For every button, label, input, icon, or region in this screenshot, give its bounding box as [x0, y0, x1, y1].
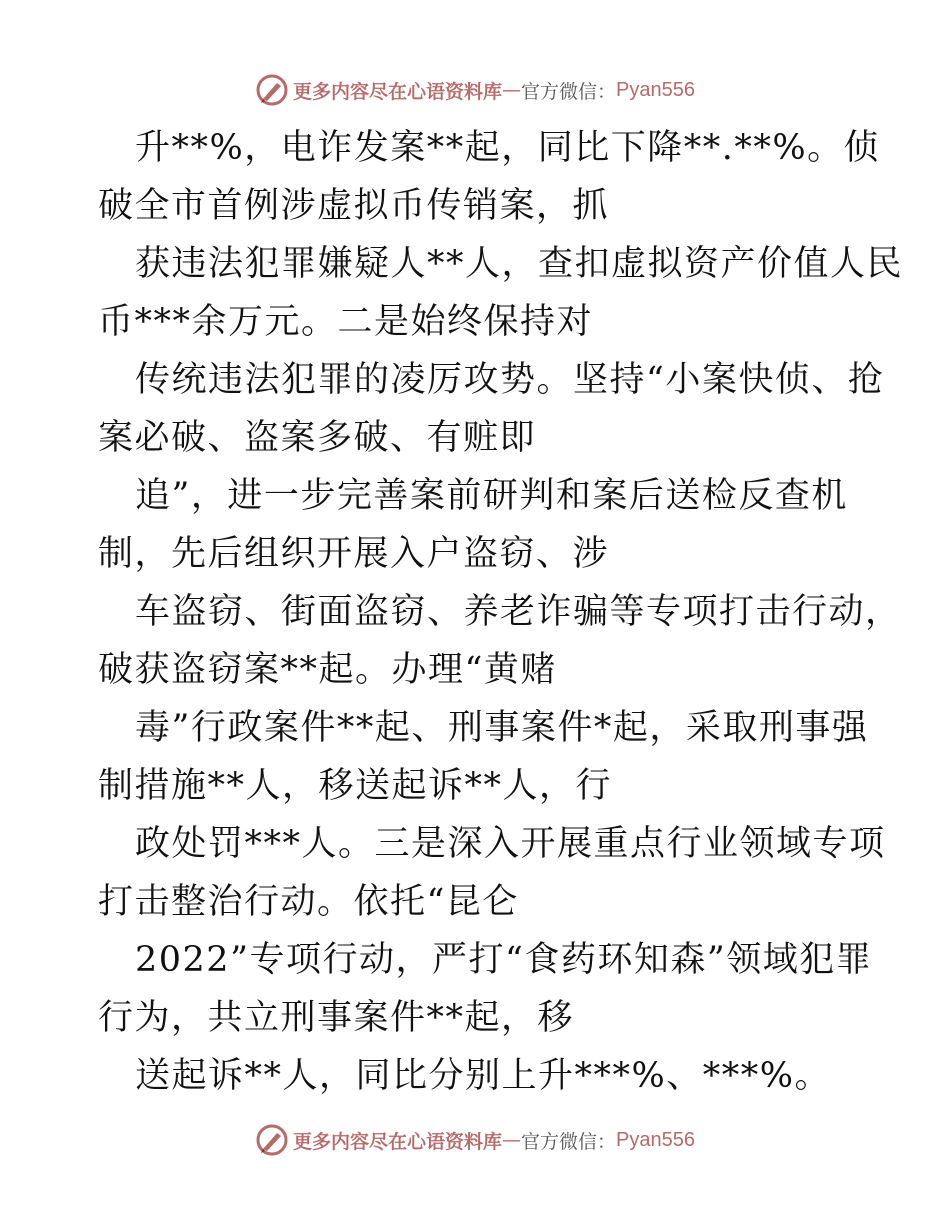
text-line: 车盗窃、街面盗窃、养老诈骗等专项打击行动， — [135, 592, 902, 632]
text-line: 获违法犯罪嫌疑人**人，查扣虚拟资产价值人民 — [135, 244, 904, 284]
text-line: 案必破、盗案多破、有赃即 — [98, 418, 537, 458]
banner-wechat-label: 官方微信： — [521, 80, 617, 103]
text-line: 打击整治行动。依托“昆仑 — [98, 882, 519, 922]
text-line: 破全市首例涉虚拟币传销案，抓 — [98, 186, 610, 226]
pen-logo-icon — [255, 73, 289, 107]
text-line: 制措施**人，移送起诉**人，行 — [98, 766, 613, 806]
banner-wechat-id: Pyan556 — [616, 1128, 695, 1151]
text-line: 毒”行政案件**起、刑事案件*起，采取刑事强 — [135, 708, 869, 748]
banner-dash: — — [502, 1129, 522, 1151]
banner-wechat-id: Pyan556 — [616, 78, 695, 101]
text-line: 2022”专项行动，严打“食药环知森”领域犯罪 — [135, 940, 873, 980]
text-line: 送起诉**人，同比分别上升***%、***%。 — [135, 1056, 832, 1096]
text-line: 制，先后组织开展入户盗窃、涉 — [98, 534, 610, 574]
banner-text: 更多内容尽在心语资料库 — [293, 80, 503, 103]
text-line: 行为，共立刑事案件**起，移 — [98, 998, 575, 1038]
banner-text: 更多内容尽在心语资料库 — [293, 1130, 503, 1153]
footer-banner — [0, 1120, 950, 1160]
banner-wechat-label: 官方微信： — [521, 1130, 617, 1153]
text-line: 币***余万元。二是始终保持对 — [98, 302, 594, 342]
text-line: 传统违法犯罪的凌厉攻势。坚持“小案快侦、抢 — [135, 360, 885, 400]
text-line: 追”，进一步完善案前研判和案后送检反查机 — [135, 476, 848, 516]
banner-dash: — — [502, 79, 522, 101]
pen-logo-icon — [255, 1123, 289, 1157]
text-line: 破获盗窃案**起。办理“黄赌 — [98, 650, 557, 690]
header-banner — [0, 70, 950, 110]
text-line: 政处罚***人。三是深入开展重点行业领域专项 — [135, 824, 886, 864]
text-line: 升**%，电诈发案**起，同比下降**.**%。侦 — [135, 128, 881, 168]
